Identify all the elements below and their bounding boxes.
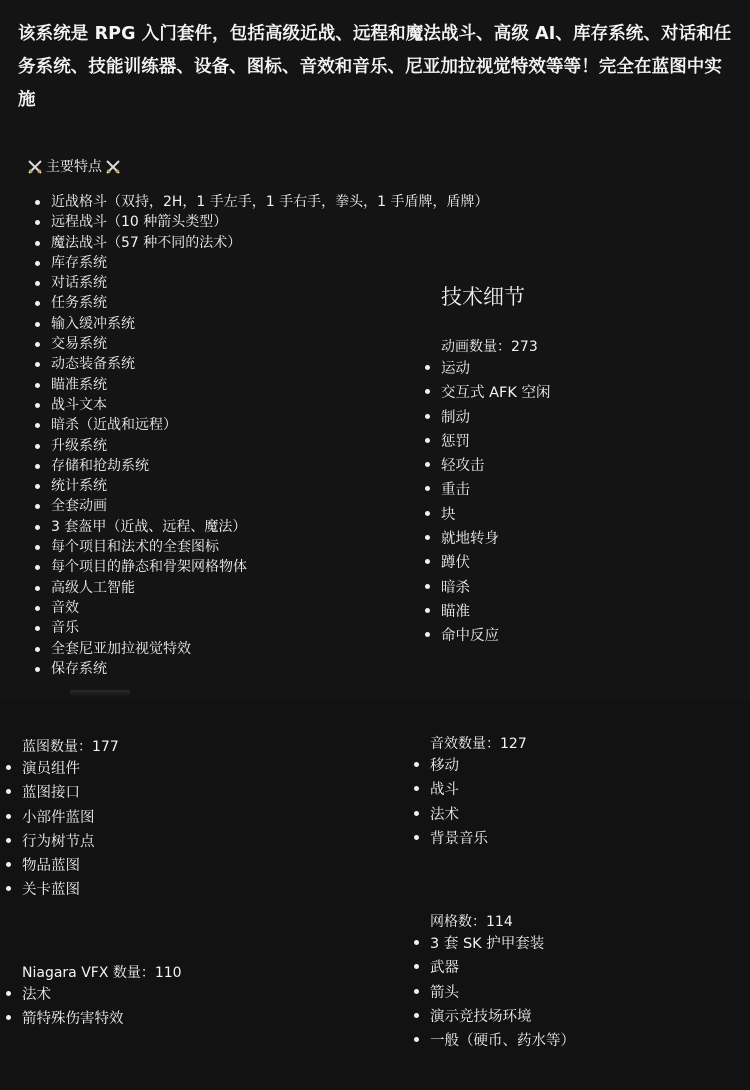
blueprint-item: 小部件蓝图 <box>22 806 119 830</box>
blueprints-section <box>22 737 119 903</box>
animation-item: 运动 <box>441 357 551 381</box>
feature-item: 库存系统 <box>51 253 489 273</box>
feature-item: 远程战斗（10 种箭头类型） <box>51 212 489 232</box>
animation-item: 暗杀 <box>441 576 551 600</box>
feature-item: 保存系统 <box>51 659 489 679</box>
intro-paragraph: 该系统是 RPG 入门套件，包括高级近战、远程和魔法战斗、高级 AI、库存系统、对话和任务系统、技能训练器、设备、图标、音效和音乐、尼亚加拉视觉特效等等！完全在蓝图中实施 <box>18 24 732 110</box>
feature-item: 魔法战斗（57 种不同的法术） <box>51 233 489 253</box>
sound-item: 法术 <box>430 803 527 827</box>
feature-item: 任务系统 <box>51 293 489 313</box>
meshes-section <box>430 912 575 1053</box>
blueprint-item: 演员组件 <box>22 757 119 781</box>
feature-item: 暗杀（近战和远程） <box>51 415 489 435</box>
blueprints-count: 蓝图数量：177 <box>22 739 119 755</box>
mesh-item: 一般（硬币、药水等） <box>430 1029 575 1053</box>
features-heading-label: 主要特点 <box>46 159 102 175</box>
animation-item: 块 <box>441 503 551 527</box>
sound-item: 背景音乐 <box>430 827 527 851</box>
tech-details-title: 技术细节 <box>441 285 525 309</box>
meshes-count: 网格数：114 <box>430 914 513 930</box>
feature-item: 战斗文本 <box>51 395 489 415</box>
vfx-list <box>22 983 182 1032</box>
feature-item: 高级人工智能 <box>51 578 489 598</box>
sound-item: 战斗 <box>430 778 527 802</box>
feature-item: 动态装备系统 <box>51 354 489 374</box>
mesh-item: 武器 <box>430 956 575 980</box>
vfx-count: Niagara VFX 数量：110 <box>22 965 182 981</box>
vfx-item: 箭特殊伤害特效 <box>22 1007 182 1031</box>
sound-item: 移动 <box>430 754 527 778</box>
blueprint-item: 蓝图接口 <box>22 781 119 805</box>
divider-fade <box>70 690 130 696</box>
blueprint-item: 物品蓝图 <box>22 854 119 878</box>
sounds-section <box>430 734 527 851</box>
feature-item: 音乐 <box>51 618 489 638</box>
vfx-item: 法术 <box>22 983 182 1007</box>
animation-item: 重击 <box>441 478 551 502</box>
feature-item: 瞄准系统 <box>51 375 489 395</box>
feature-item: 3 套盔甲（近战、远程、魔法） <box>51 517 489 537</box>
mesh-item: 箭头 <box>430 981 575 1005</box>
blueprint-item: 关卡蓝图 <box>22 878 119 902</box>
feature-item: 全套动画 <box>51 496 489 516</box>
sounds-count: 音效数量：127 <box>430 736 527 752</box>
feature-item: 升级系统 <box>51 436 489 456</box>
feature-item: 全套尼亚加拉视觉特效 <box>51 639 489 659</box>
animations-section <box>441 337 551 649</box>
mesh-item: 3 套 SK 护甲套装 <box>430 932 575 956</box>
feature-item: 存储和抢劫系统 <box>51 456 489 476</box>
animation-item: 制动 <box>441 406 551 430</box>
feature-item: 每个项目和法术的全套图标 <box>51 537 489 557</box>
blueprint-item: 行为树节点 <box>22 830 119 854</box>
feature-item: 统计系统 <box>51 476 489 496</box>
animation-item: 就地转身 <box>441 527 551 551</box>
mesh-item: 演示竞技场环境 <box>430 1005 575 1029</box>
crossed-swords-icon <box>27 159 43 175</box>
animations-count: 动画数量：273 <box>441 339 538 355</box>
feature-item: 对话系统 <box>51 273 489 293</box>
feature-item: 输入缓冲系统 <box>51 314 489 334</box>
vfx-section <box>22 963 182 1032</box>
animation-item: 瞄准 <box>441 600 551 624</box>
animation-item: 交互式 AFK 空闲 <box>441 381 551 405</box>
feature-item: 每个项目的静态和骨架网格物体 <box>51 557 489 577</box>
sounds-list <box>430 754 527 851</box>
feature-item: 近战格斗（双持，2H，1 手左手，1 手右手，拳头，1 手盾牌，盾牌） <box>51 192 489 212</box>
feature-item: 音效 <box>51 598 489 618</box>
blueprints-list <box>22 757 119 903</box>
feature-item: 交易系统 <box>51 334 489 354</box>
animation-item: 蹲伏 <box>441 551 551 575</box>
animation-item: 命中反应 <box>441 624 551 648</box>
features-list <box>28 192 489 679</box>
animation-item: 轻攻击 <box>441 454 551 478</box>
animation-item: 惩罚 <box>441 430 551 454</box>
features-heading <box>27 156 121 178</box>
crossed-swords-icon <box>105 159 121 175</box>
animations-list <box>441 357 551 649</box>
meshes-list <box>430 932 575 1053</box>
